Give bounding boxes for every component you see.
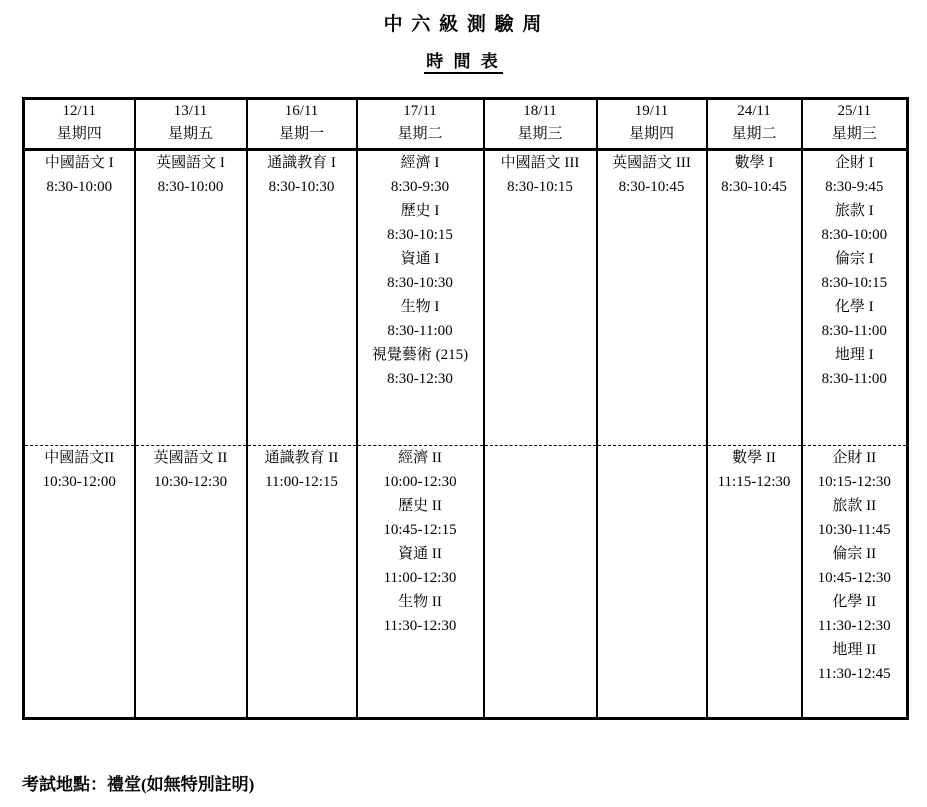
header-date: 19/11: [634, 103, 669, 119]
exam-timetable: [22, 97, 909, 720]
exam-time: 11:15-12:30: [717, 474, 791, 490]
exam-time: 8:30-10:15: [821, 275, 888, 291]
exam-subject: 生物 II: [398, 594, 442, 610]
exam-subject: 經濟 I: [400, 155, 440, 171]
exam-subject: 視覺藝術 (215): [371, 347, 469, 363]
exam-subject: 旅款 II: [832, 498, 877, 514]
morning-cell-12-11: [24, 150, 135, 446]
morning-cell-16-11: [247, 150, 357, 446]
exam-time: 10:45-12:30: [817, 570, 891, 586]
afternoon-cell-12-11: [24, 446, 135, 719]
exam-subject: 旅款 I: [834, 203, 874, 219]
exam-subject: 數學 II: [732, 450, 776, 466]
header-weekday: 星期四: [628, 126, 674, 142]
morning-cell-25-11: [802, 150, 908, 446]
exam-location-note: 考試地點：禮堂(如無特別註明): [22, 775, 255, 794]
morning-cell-19-11: [597, 150, 707, 446]
morning-cell-24-11: [707, 150, 802, 446]
column-header-12-11: [24, 99, 135, 150]
exam-subject: 企財 II: [832, 450, 877, 466]
header-weekday: 星期五: [167, 126, 213, 142]
exam-time: 11:30-12:45: [817, 666, 891, 682]
exam-subject: 資通 I: [400, 251, 440, 267]
exam-subject: 化學 I: [834, 299, 874, 315]
exam-time: 8:30-12:30: [387, 371, 453, 387]
afternoon-cell-13-11: [135, 446, 247, 719]
exam-time: 11:00-12:30: [383, 570, 457, 586]
column-header-17-11: [357, 99, 484, 150]
morning-cell-18-11: [484, 150, 597, 446]
exam-time: 10:00-12:30: [383, 474, 457, 490]
header-weekday: 星期二: [731, 126, 777, 142]
header-weekday: 星期四: [56, 126, 102, 142]
exam-time: 8:30-10:30: [268, 179, 335, 195]
exam-time: 8:30-10:45: [721, 179, 787, 195]
header-weekday: 星期三: [831, 126, 877, 142]
exam-time: 11:00-12:15: [265, 474, 338, 490]
header-date: 12/11: [62, 103, 97, 119]
column-header-19-11: [597, 99, 707, 150]
header-weekday: 星期三: [517, 126, 563, 142]
exam-time: 11:30-12:30: [817, 618, 891, 634]
exam-subject: 地理 II: [832, 642, 877, 658]
afternoon-cell-18-11: [484, 446, 597, 719]
exam-subject: 中國語文 I: [44, 155, 114, 171]
exam-time: 10:15-12:30: [817, 474, 891, 490]
exam-time: 8:30-9:30: [390, 179, 450, 195]
afternoon-cell-17-11: [357, 446, 484, 719]
exam-time: 8:30-11:00: [387, 323, 453, 339]
exam-time: 8:30-10:30: [387, 275, 453, 291]
afternoon-cell-25-11: [802, 446, 908, 719]
exam-subject: 地理 I: [834, 347, 874, 363]
exam-time: 8:30-10:00: [157, 179, 224, 195]
exam-time: 8:30-10:00: [46, 179, 113, 195]
column-header-16-11: [247, 99, 357, 150]
exam-subject: 英國語文 I: [156, 155, 225, 171]
page-subtitle: [0, 36, 927, 72]
exam-time: 10:45-12:15: [383, 522, 457, 538]
exam-time: 8:30-10:00: [821, 227, 888, 243]
exam-subject: 數學 I: [734, 155, 774, 171]
exam-time: 10:30-11:45: [817, 522, 891, 538]
page-subtitle-text: 時 間 表: [424, 52, 503, 74]
header-date: 17/11: [403, 103, 437, 119]
exam-subject: 企財 I: [834, 155, 874, 171]
afternoon-session-row: [24, 446, 908, 719]
exam-time: 8:30-10:15: [387, 227, 453, 243]
exam-subject: 通識教育 I: [267, 155, 336, 171]
afternoon-cell-19-11: [597, 446, 707, 719]
exam-subject: 化學 II: [832, 594, 877, 610]
exam-time: 10:30-12:00: [42, 474, 116, 490]
exam-time: 8:30-11:00: [821, 371, 887, 387]
exam-subject: 歷史 I: [400, 203, 440, 219]
header-date: 13/11: [173, 103, 208, 119]
column-header-25-11: [802, 99, 908, 150]
morning-session-row: [24, 150, 908, 446]
exam-subject: 倫宗 I: [834, 251, 874, 267]
morning-cell-17-11: [357, 150, 484, 446]
afternoon-cell-24-11: [707, 446, 802, 719]
exam-time: 8:30-11:00: [821, 323, 887, 339]
afternoon-cell-16-11: [247, 446, 357, 719]
header-date: 25/11: [837, 103, 872, 119]
header-date: 18/11: [523, 103, 557, 119]
exam-subject: 通識教育 II: [264, 450, 339, 466]
exam-time: 8:30-9:45: [825, 179, 884, 195]
exam-subject: 英國語文 II: [153, 450, 228, 466]
exam-time: 10:30-12:30: [153, 474, 228, 490]
header-date: 24/11: [737, 103, 771, 119]
exam-subject: 中國語文 III: [500, 155, 580, 171]
column-header-13-11: [135, 99, 247, 150]
exam-subject: 經濟 II: [398, 450, 442, 466]
exam-time: 8:30-10:45: [618, 179, 685, 195]
column-header-24-11: [707, 99, 802, 150]
header-weekday: 星期二: [397, 126, 443, 142]
morning-cell-13-11: [135, 150, 247, 446]
page-title: 中 六 級 測 驗 周: [383, 14, 544, 35]
exam-subject: 倫宗 II: [832, 546, 877, 562]
exam-time: 8:30-10:15: [507, 179, 573, 195]
exam-subject: 歷史 II: [398, 498, 442, 514]
exam-time: 11:30-12:30: [383, 618, 457, 634]
column-header-18-11: [484, 99, 597, 150]
header-weekday: 星期一: [278, 126, 324, 142]
exam-subject: 資通 II: [398, 546, 442, 562]
timetable-header-row: [24, 99, 908, 150]
exam-subject: 生物 I: [400, 299, 440, 315]
header-date: 16/11: [284, 103, 319, 119]
exam-subject: 英國語文 III: [612, 155, 691, 171]
exam-subject: 中國語文II: [44, 450, 115, 466]
